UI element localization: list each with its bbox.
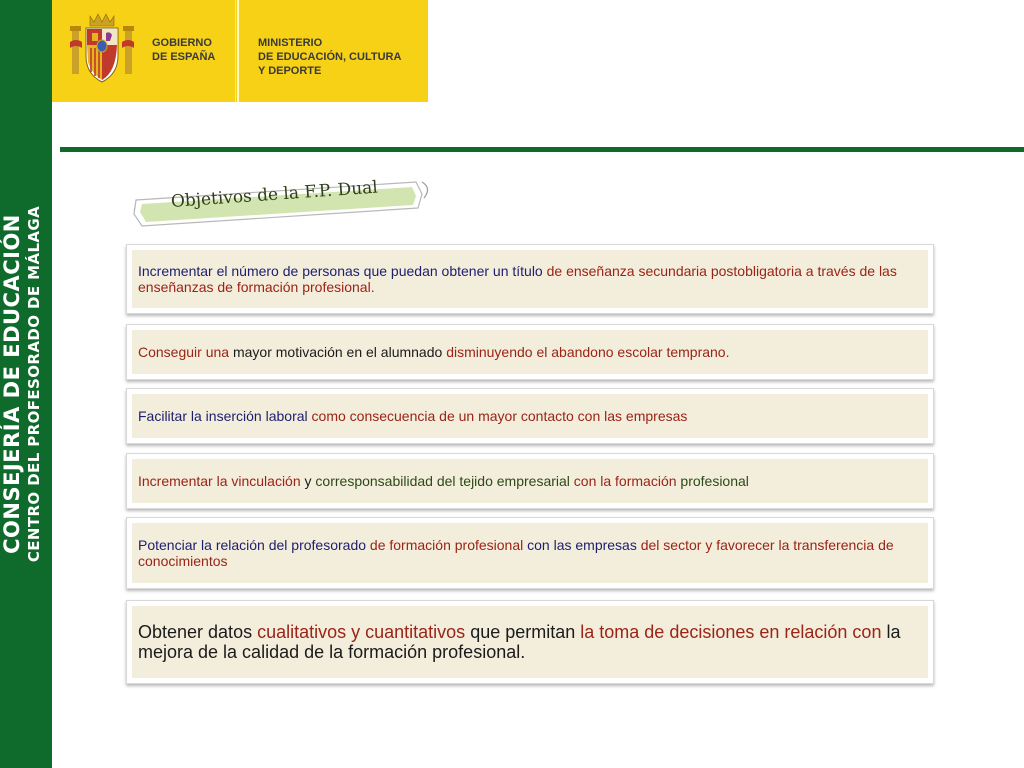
objective-text [138,344,729,360]
objective-segment: Incrementar la vinculación [138,473,305,489]
objective-text [138,622,922,662]
objective-card [126,453,934,509]
objective-card [126,244,934,314]
objective-panel [132,250,928,308]
objective-text [138,408,687,424]
objective-segment: la toma de decisiones en relación con [580,622,887,642]
objective-segment: y [304,473,316,489]
objective-segment: de enseñanza secundaria postobligatoria a través de las enseñanzas de formación profesional. [138,263,897,295]
objective-segment: como consecuencia de un mayor contacto con las empresas [311,408,688,424]
banner-divider-highlight [237,0,239,102]
objective-segment: del sector y favorecer la transferencia de conocimientos [138,537,894,569]
sidebar-heading [0,4,52,764]
objective-segment: mayor motivación en el alumnado [232,344,447,360]
objective-segment: con las empresas [527,537,641,553]
government-name: GOBIERNO DE ESPAÑA [152,37,216,63]
objective-panel [132,330,928,374]
objective-text [138,473,749,489]
objective-panel [132,606,928,678]
objective-segment: profesional [680,473,749,489]
government-banner [52,0,428,102]
objective-segment: con la formación [573,473,681,489]
objective-panel [132,394,928,438]
section-title: Objetivos de la F.P. Dual [170,177,379,212]
coat-of-arms-icon [68,12,136,86]
sidebar [0,0,52,768]
objective-segment: que permitan [470,622,581,642]
objective-segment: la mejora de la calidad de la formación profesional. [138,622,901,662]
objective-text [138,537,922,569]
header-rule [60,147,1024,152]
objective-panel [132,459,928,503]
objective-segment: Potenciar la relación del profesorado [138,537,370,553]
objective-segment: Facilitar la inserción laboral [138,408,312,424]
objective-panel [132,523,928,583]
objective-segment: Obtener datos [138,622,258,642]
objective-card [126,324,934,380]
ministry-name: MINISTERIO DE EDUCACIÓN, CULTURA Y DEPORTE [258,37,402,77]
banner-divider [235,0,236,102]
sidebar-title: CONSEJERÍA DE EDUCACIÓN [0,214,24,554]
sidebar-subtitle: CENTRO DEL PROFESORADO DE MÁLAGA [25,205,43,563]
objective-segment: cualitativos y cuantitativos [257,622,471,642]
objective-segment: Conseguir una [138,344,233,360]
objective-segment: de formación profesional [369,537,528,553]
objective-segment: corresponsabilidad del tejido empresarial [315,473,574,489]
objective-card [126,388,934,444]
objective-card [126,600,934,684]
objective-card [126,517,934,589]
objective-text [138,263,922,295]
objective-segment: Incrementar el número de personas que puedan obtener un título [138,263,547,279]
objective-segment: disminuyendo el abandono escolar temprano. [446,344,730,360]
